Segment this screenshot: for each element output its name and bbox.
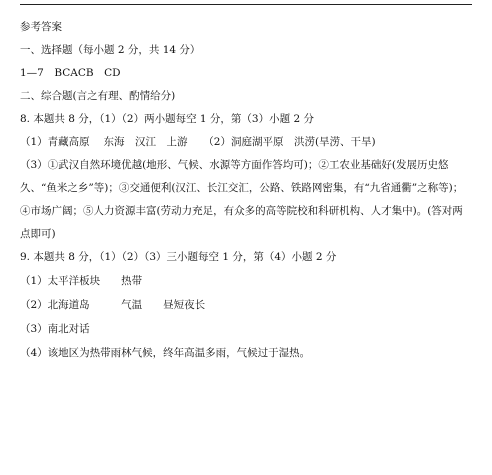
question-9-answer-2: （2）北海道岛 气温 昼短夜长 <box>20 299 206 311</box>
header-rule <box>20 4 472 5</box>
question-8-header: 8. 本题共 8 分，（1）（2）两小题每空 1 分，第（3）小题 2 分 <box>20 113 314 125</box>
question-8-answer-3: （3）①武汉自然环境优越(地形、气候、水源等方面作答均可)；②工农业基础好(发展历史悠久、“鱼米之乡”等)；③交通便利(汉江、长江交汇，公路、铁路网密集，有“九省通衢”之称等)；④市场广阔；⑤人力资源丰富(劳动力充足，有众多的高等院校和科研机构、人才集中)。(答对两点即可) <box>20 159 464 240</box>
section-heading-choice: 一、选择题（每小题 2 分，共 14 分） <box>20 44 201 56</box>
question-8-answer-1-2: （1）青藏高原 东海 汉江 上游 （2）洞庭湖平原 洪涝(旱涝、干旱) <box>20 136 376 148</box>
answer-document <box>20 20 472 361</box>
question-9-answer-3: （3）南北对话 <box>20 323 90 335</box>
question-9-answer-4: （4）该地区为热带雨林气候，终年高温多雨，气候过于湿热。 <box>20 347 311 359</box>
question-9-header: 9. 本题共 8 分，（1）（2）（3）三小题每空 1 分，第（4）小题 2 分 <box>20 251 337 263</box>
document-title: 参考答案 <box>20 21 62 33</box>
choice-answers: 1—7 BCACB CD <box>20 67 121 79</box>
section-heading-comprehensive: 二、综合题(言之有理、酌情给分) <box>20 90 176 102</box>
question-9-answer-1: （1）太平洋板块 热带 <box>20 275 143 287</box>
